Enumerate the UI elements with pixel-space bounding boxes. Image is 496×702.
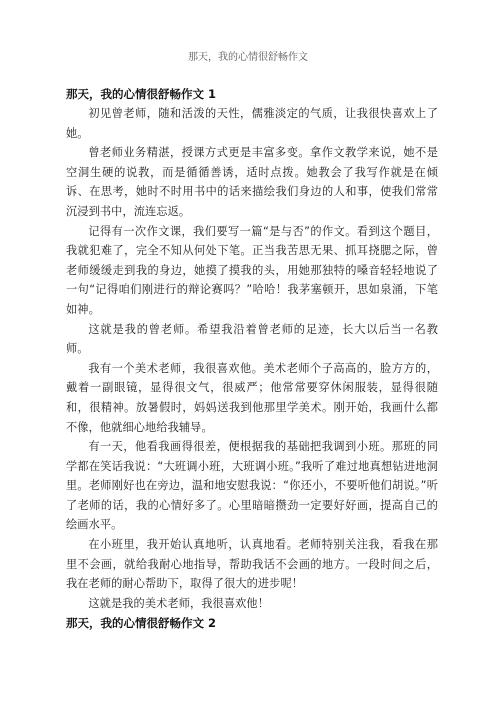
- paragraph: 我有一个美术老师，我很喜欢他。美术老师个子高高的，脸方方的，戴着一副眼镜，显得很文气，很威严；他常常要穿休闲服装，显得很随和，很精神。放暑假时，妈妈送我到他那里学美术。刚开始，我画什么都不像，他就细心地给我辅导。: [66, 361, 438, 434]
- paragraph: 这就是我的美术老师，我很喜欢他！: [88, 596, 269, 610]
- paragraph: 在小班里，我开始认真地听，认真地看。老师特别关注我，看我在那里不会画，就给我耐心地指导，帮助我话不会画的地方。一段时间之后，我在老师的耐心帮助下，取得了很大的进步呢！: [66, 538, 438, 591]
- section-heading-1: 那天，我的心情很舒畅作文 1: [66, 87, 217, 101]
- paragraph: 记得有一次作文课，我们要写一篇“是与否”的作文。看到这个题目，我就犯难了，完全不知从何处下笔。正当我苦思无果、抓耳挠腮之际，曾老师缓缓走到我的身边，她摸了摸我的头，用她那独特的嗓音轻轻地说了一句“记得咱们刚进行的辩论赛吗？”哈哈！我茅塞顿开，思如泉涌，下笔如神。: [66, 224, 438, 316]
- paragraph: 曾老师业务精湛，授课方式更是丰富多变。拿作文教学来说，她不是空洞生硬的说教，而是循循善诱，适时点拨。她教会了我写作就是在倾诉、在思考，她时不时用书中的话来描绘我们身边的人和事，使我们常常沉浸到书中，流连忘返。: [66, 146, 438, 218]
- paragraph: 有一天，他看我画得很差，便根据我的基础把我调到小班。那班的同学都在笑话我说：“大班调小班，大班调小班。”我听了难过地真想钻进地洞里。老师刚好也在旁边，温和地安慰我说：“你还小，不要听他们胡说。”听了老师的话，我的心情好多了。心里暗暗攒劲一定要好好画，提高自己的绘画水平。: [66, 440, 438, 532]
- paragraph: 这就是我的曾老师。希望我沿着曾老师的足迹，长大以后当一名教师。: [66, 322, 438, 356]
- running-header: 那天，我的心情很舒畅作文: [188, 52, 308, 63]
- article-body: [66, 84, 438, 633]
- paragraph: 初见曾老师，随和活泼的天性，儒雅淡定的气质，让我很快喜欢上了她。: [66, 107, 438, 140]
- section-heading-2: 那天，我的心情很舒畅作文 2: [66, 616, 217, 631]
